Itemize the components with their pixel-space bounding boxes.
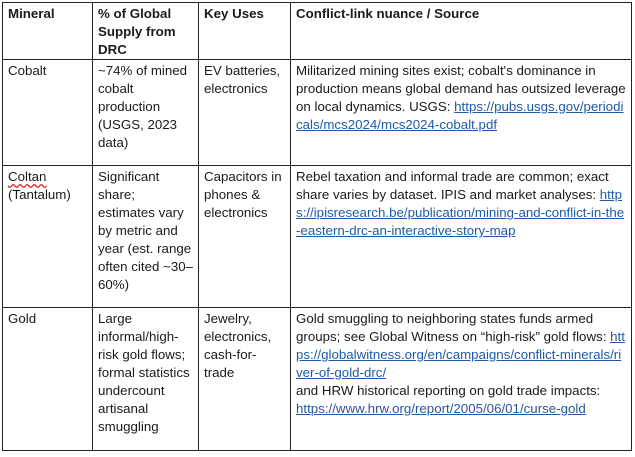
header-row (3, 3, 632, 60)
nuance-cell (291, 166, 632, 308)
source-link-2[interactable]: https://www.hrw.org/report/2005/06/01/curse-gold (296, 401, 586, 416)
mineral-subname: (Tantalum) (8, 187, 71, 202)
nuance-text: Militarized mining sites exist; cobalt's dominance in production means global demand has outsized leverage on local dynamics. USGS: (296, 63, 626, 114)
source-link[interactable]: https://pubs.usgs.gov/periodicals/mcs2024/mcs2024-cobalt.pdf (296, 99, 624, 132)
mineral-cell (3, 308, 93, 451)
mineral-name: Gold (8, 311, 37, 326)
uses-cell: EV batteries, electronics (199, 60, 291, 166)
nuance-text-2: and HRW historical reporting on gold trade impacts: (296, 383, 601, 398)
header-uses: Key Uses (199, 3, 291, 60)
nuance-cell (291, 308, 632, 451)
nuance-text: Rebel taxation and informal trade are common; exact share varies by dataset. IPIS and market analyses: (296, 169, 609, 202)
source-link[interactable]: https://ipisresearch.be/publication/mining-and-conflict-in-the-eastern-drc-an-interactive-story-map (296, 187, 625, 238)
table-row-cobalt (3, 60, 632, 166)
uses-cell: Jewelry, electronics, cash-for-trade (199, 308, 291, 451)
table-row-coltan (3, 166, 632, 308)
header-supply: % of Global Supply from DRC (93, 3, 199, 60)
supply-cell: Large informal/high-risk gold flows; formal statistics undercount artisanal smuggling (93, 308, 199, 451)
mineral-cell (3, 60, 93, 166)
mineral-cell (3, 166, 93, 308)
nuance-cell (291, 60, 632, 166)
source-link[interactable]: https://globalwitness.org/en/campaigns/conflict-minerals/river-of-gold-drc/ (296, 329, 625, 380)
header-nuance: Conflict-link nuance / Source (291, 3, 632, 60)
mineral-name: Cobalt (8, 63, 47, 78)
uses-cell: Capacitors in phones & electronics (199, 166, 291, 308)
table-row-gold (3, 308, 632, 451)
header-mineral: Mineral (3, 3, 93, 60)
mineral-name: Coltan (8, 169, 47, 184)
nuance-text: Gold smuggling to neighboring states funds armed groups; see Global Witness on “high-risk” gold flows: (296, 311, 607, 344)
supply-cell: ~74% of mined cobalt production (USGS, 2023 data) (93, 60, 199, 166)
minerals-table (2, 2, 632, 451)
supply-cell: Significant share; estimates vary by metric and year (est. range often cited ~30–60%) (93, 166, 199, 308)
